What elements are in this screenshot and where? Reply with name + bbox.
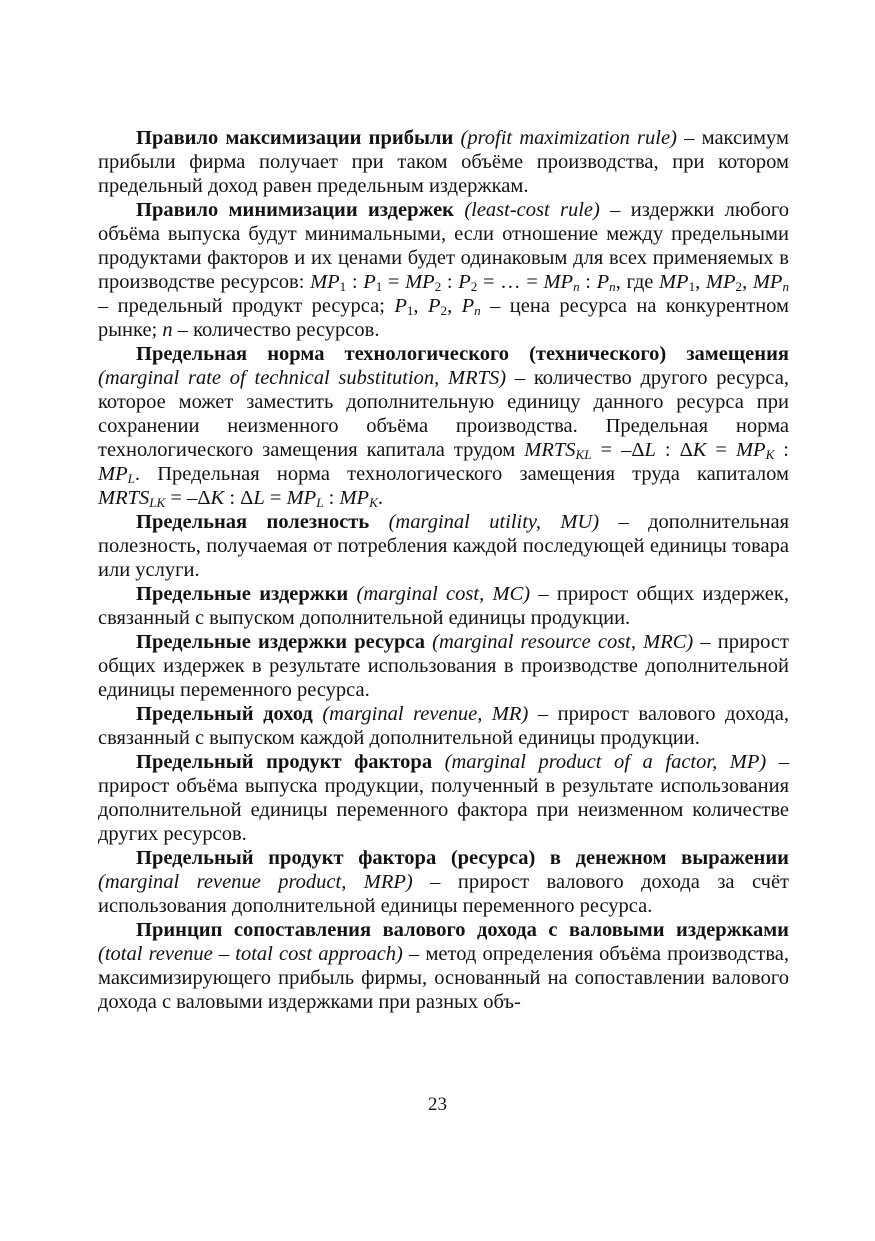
term-italic: $P_1$ [394, 295, 414, 319]
body-text: – прирост объёма выпуска продукции, полученный в результате использования дополнительной единицы переменного фактора при неизменном количестве других ресурсов. [98, 751, 790, 845]
body-text [453, 127, 460, 149]
body-text: , [742, 271, 753, 293]
term-italic: (profit maximization rule) [460, 127, 677, 149]
term-italic: $MP_n$ [543, 271, 580, 295]
body-text: = [706, 439, 736, 461]
body-text: – прирост общих издержек в результате использования в производстве дополнительной единицы переменного ресурса. [98, 631, 789, 701]
term-italic: (marginal resource cost, MRC) [432, 631, 694, 653]
term-italic: (marginal rate of technical substitution, MRTS) [98, 367, 507, 389]
body-text: . Предельная норма технологического замещения труда капиталом [134, 463, 789, 485]
definition-paragraph [98, 918, 789, 1014]
body-text: = [264, 487, 287, 509]
body-text [313, 703, 323, 725]
term-italic: $P_n$ [461, 295, 481, 319]
body-text [432, 751, 445, 773]
term-italic: (least-cost rule) [464, 199, 600, 221]
body-text: – количество другого ресурса, которое может заместить дополнительную единицу данного ресурса при сохранении неизменного объёма производства. Предельная норма технологического замещения капитала трудом [98, 367, 789, 461]
body-text: , [695, 271, 706, 293]
term-bold: Принцип сопоставления валового дохода с валовыми издержками [136, 919, 789, 941]
term-italic: $MP_1$ [310, 271, 347, 295]
term-italic: $MP_n$ [752, 271, 790, 295]
term-italic: $MP_1$ [658, 271, 696, 295]
term-italic: $MP_K$ [735, 439, 775, 463]
term-italic: $MP_K$ [339, 487, 378, 511]
term-italic: (marginal revenue product, MRP) [98, 871, 413, 893]
term-bold: Предельные издержки ресурса [136, 631, 426, 653]
term-italic: $MP_2$ [705, 271, 743, 295]
term-italic: $MRTS_{LK}$ [98, 487, 166, 511]
body-text: , где [615, 271, 659, 293]
body-text [348, 583, 356, 605]
body-text: = –Δ [165, 487, 211, 509]
term-bold: Предельные издержки [136, 583, 349, 605]
definition-paragraph [98, 702, 789, 750]
body-text: : Δ [224, 487, 254, 509]
definition-paragraph [98, 630, 789, 702]
definition-paragraph [98, 846, 789, 918]
body-text: : [441, 271, 459, 293]
definition-paragraph [98, 342, 789, 510]
body-text: , [447, 295, 462, 317]
body-text: – количество ресурсов. [172, 319, 380, 341]
term-italic: $P_1$ [363, 271, 383, 295]
term-italic: (marginal utility, MU) [388, 511, 600, 533]
definition-paragraph [98, 582, 789, 630]
term-bold: Предельная норма технологического (технического) замещения [136, 343, 789, 365]
body-text: – максимум прибыли фирма получает при таком объёме производства, при котором предельный доход равен предельным издержкам. [98, 127, 789, 197]
body-text [454, 199, 464, 221]
term-italic: $P_2$ [458, 271, 478, 295]
body-text: : Δ [655, 439, 693, 461]
term-italic: $MP_L$ [286, 487, 324, 511]
term-bold: Предельная полезность [136, 511, 370, 533]
body-text: – предельный продукт ресурса; [98, 295, 395, 317]
term-italic: (marginal cost, MC) [356, 583, 531, 605]
body-text: : [346, 271, 364, 293]
body-text: , [413, 295, 428, 317]
term-italic: (total revenue – total cost approach) [98, 943, 403, 965]
term-italic: (marginal product of a factor, MP) [444, 751, 767, 773]
definition-paragraph [98, 126, 789, 198]
definition-paragraph [98, 750, 789, 846]
definitions-list [98, 126, 789, 1014]
term-italic: L [253, 487, 265, 509]
term-italic: K [692, 439, 707, 461]
body-text: – прирост валового дохода за счёт использования дополнительной единицы переменного ресурса. [98, 871, 790, 917]
term-bold: Правило минимизации издержек [136, 199, 454, 221]
term-bold: Предельный доход [136, 703, 313, 725]
body-text: – издержки любого объёма выпуска будут минимальными, если отношение между предельными продуктами факторов и их ценами будет одинаковым для всех применяемых в производстве ресурсов: [98, 199, 789, 293]
body-text: = [382, 271, 406, 293]
term-bold: Правило максимизации прибыли [136, 127, 454, 149]
body-text: – дополнительная полезность, получаемая от потребления каждой последующей единицы товара или услуги. [98, 511, 790, 581]
term-italic: (marginal revenue, MR) [322, 703, 529, 725]
term-italic: n [162, 319, 173, 341]
body-text: : [579, 271, 597, 293]
body-text: = … = [477, 271, 544, 293]
term-italic: L [644, 439, 656, 461]
body-text: : [323, 487, 340, 509]
body-text: – метод определения объёма производства, максимизирующего прибыль фирмы, основанный на сопоставлении валового дохода с валовыми издержками при разных объ- [98, 943, 789, 1013]
body-text: : [774, 439, 789, 461]
body-text: . [377, 487, 383, 509]
term-italic: $MRTS_{KL}$ [524, 439, 592, 463]
term-italic: $MP_L$ [98, 463, 135, 487]
term-italic: $MP_2$ [405, 271, 442, 295]
body-text: – прирост валового дохода, связанный с выпуском каждой дополнительной единицы продукции. [98, 703, 790, 749]
body-text: – цена ресурса на конкурентном рынке; [98, 295, 790, 341]
definition-paragraph [98, 198, 789, 342]
term-bold: Предельный продукт фактора (ресурса) в денежном выражении [136, 847, 789, 869]
term-italic: $P_2$ [427, 295, 448, 319]
body-text [369, 511, 388, 533]
page-number: 23 [428, 1094, 447, 1115]
term-bold: Предельный продукт фактора [136, 751, 433, 773]
body-text: – прирост общих издержек, связанный с выпуском дополнительной единицы продукции. [98, 583, 789, 629]
term-italic: K [210, 487, 225, 509]
term-italic: $P_n$ [596, 271, 616, 295]
definition-paragraph [98, 510, 789, 582]
body-text: = –Δ [591, 439, 645, 461]
